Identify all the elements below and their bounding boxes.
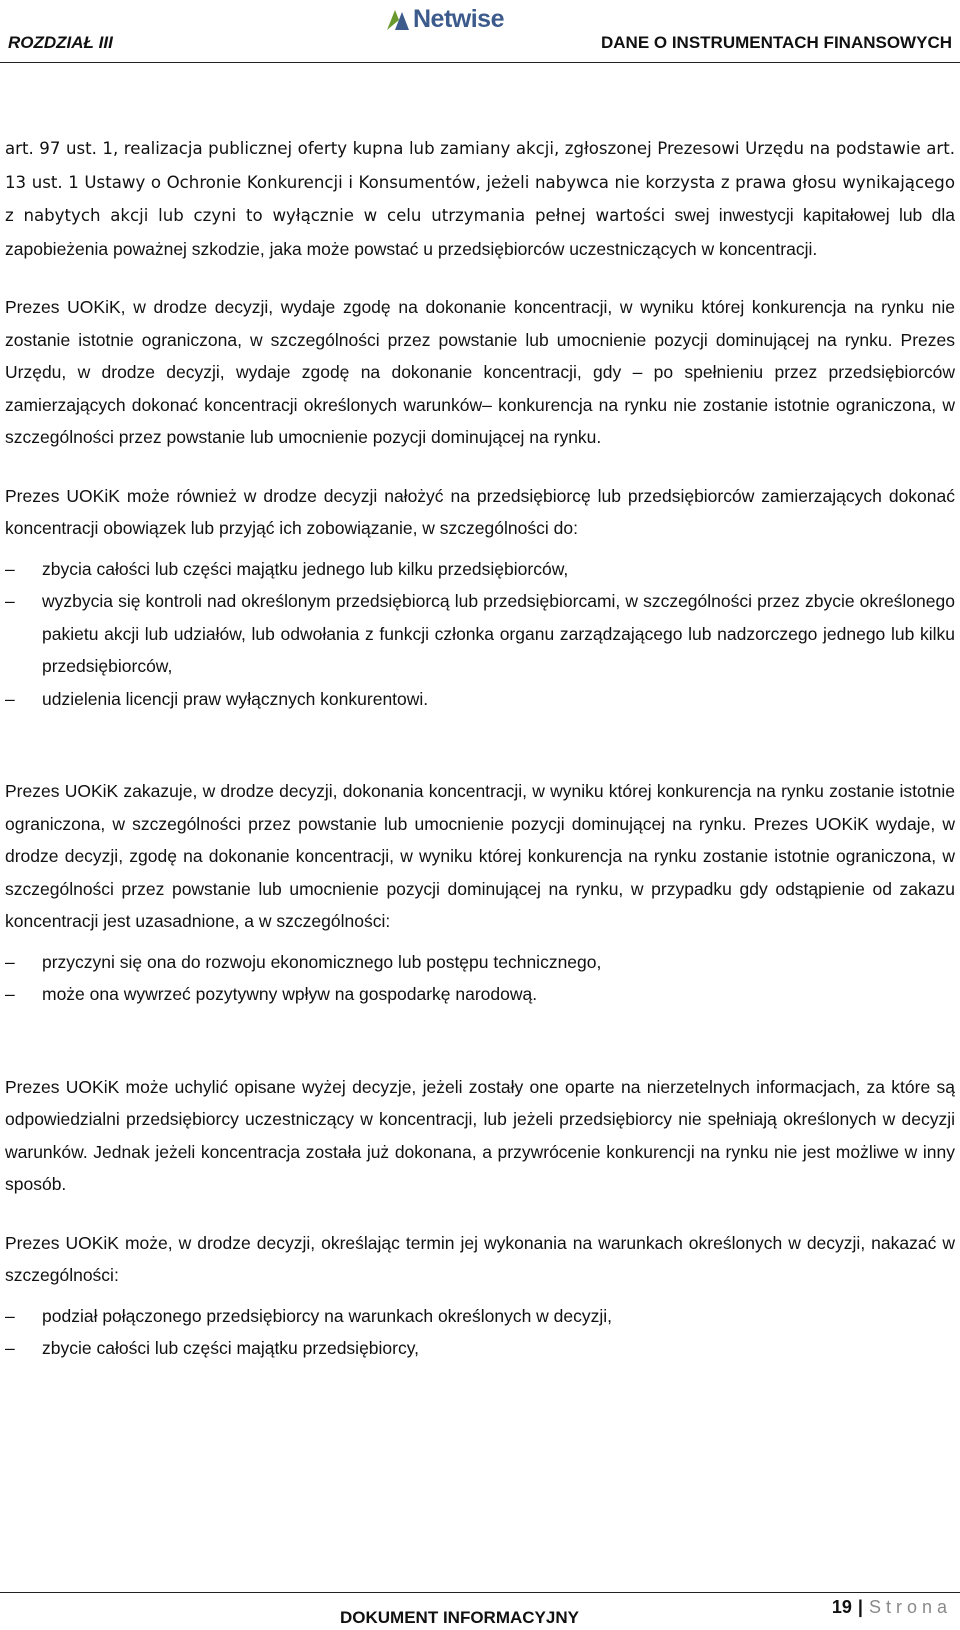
- paragraph-1: [5, 132, 955, 265]
- paragraph-1-part-2: swej inwestycji kapitałowej lub dla zapobieżenia poważnej szkodzie, jaka może powstać u przedsiębiorców uczestniczących w koncentracji.: [5, 205, 955, 259]
- page-number: [832, 1597, 952, 1618]
- dash-bullet: –: [5, 1305, 15, 1326]
- list-item-text: może ona wywrzeć pozytywny wpływ na gospodarkę narodową.: [42, 984, 538, 1004]
- paragraph-5: Prezes UOKiK może uchylić opisane wyżej decyzje, jeżeli zostały one oparte na nierzetelnych informacjach, za które są odpowiedzialni przedsiębiorcy uczestniczący w koncentracji, lub jeżeli przedsiębiorcy nie spełniają określonych w decyzji warunków. Jednak jeżeli koncentracja została już dokonana, a przywrócenie konkurencji na rynku nie jest możliwe w inny sposób.: [5, 1076, 955, 1194]
- list-item-text: zbycia całości lub części majątku jednego lub kilku przedsiębiorców,: [42, 558, 569, 579]
- paragraph-3: Prezes UOKiK może również w drodze decyzji nałożyć na przedsiębiorcę lub przedsiębiorców zamierzających dokonać koncentracji obowiązek lub przyjąć ich zobowiązanie, w szczególności do:: [5, 485, 955, 538]
- page-number-value: 19: [831, 1597, 852, 1617]
- chapter-label: ROZDZIAŁ III: [8, 33, 113, 52]
- document-title: DOKUMENT INFORMACYJNY: [340, 1608, 579, 1627]
- dash-bullet: –: [5, 984, 15, 1004]
- paragraph-4: Prezes UOKiK zakazuje, w drodze decyzji, dokonania koncentracji, w wyniku której konkurencja na rynku zostanie istotnie ograniczona, w szczególności przez powstanie lub umocnienie pozycji dominującej na rynku. Prezes UOKiK wydaje, w drodze decyzji, zgodę na dokonanie koncentracji, w wyniku której konkurencja na rynku zostanie istotnie ograniczona, w szczególności przez powstanie lub umocnienie pozycji dominującej na rynku, w przypadku gdy odstąpienie od zakazu koncentracji jest uzasadnione, a w szczególności:: [5, 781, 955, 931]
- list-item-text: zbycie całości lub części majątku przedsiębiorcy,: [42, 1338, 420, 1358]
- footer-divider: [0, 1592, 960, 1593]
- list-item-text: wyzbycia się kontroli nad określonym przedsiębiorcą lub przedsiębiorcami, w szczególności przez zbycie określonego pakietu akcji lub udziałów, lub odwołania z funkcji członka organu zarządzającego lub nadzorczego jednego lub kilku przedsiębiorców,: [42, 591, 955, 676]
- dash-bullet: –: [5, 951, 15, 972]
- page-label: Strona: [868, 1597, 952, 1617]
- list-item-text: podział połączonego przedsiębiorcy na warunkach określonych w decyzji,: [42, 1305, 613, 1326]
- paragraph-2: Prezes UOKiK, w drodze decyzji, wydaje zgodę na dokonanie koncentracji, w wyniku której konkurencja na rynku nie zostanie istotnie ograniczona, w szczególności przez powstanie lub umocnienie pozycji dominującej na rynku. Prezes Urzędu, w drodze decyzji, wydaje zgodę na dokonanie koncentracji, gdy – po spełnieniu przez przedsiębiorców zamierzających dokonać koncentracji określonych warunków– konkurencja na rynku nie zostanie istotnie ograniczona, w szczególności przez powstanie lub umocnienie pozycji dominującej na rynku.: [5, 297, 955, 447]
- list-item: [5, 1300, 955, 1333]
- paragraph-6: Prezes UOKiK może, w drodze decyzji, określając termin jej wykonania na warunkach określonych w decyzji, nakazać w szczególności:: [5, 1232, 955, 1285]
- page-header: [0, 0, 960, 62]
- header-divider: [0, 62, 960, 63]
- list-item: [5, 1332, 955, 1365]
- dash-bullet: –: [5, 591, 15, 611]
- list-item-text: przyczyni się ona do rozwoju ekonomicznego lub postępu technicznego,: [42, 951, 602, 972]
- netwise-logo: [385, 4, 504, 34]
- list-item-text: udzielenia licencji praw wyłącznych konkurentowi.: [42, 688, 429, 709]
- list-item: [5, 585, 955, 683]
- conditions-list: [5, 946, 955, 1011]
- obligations-list: [5, 553, 955, 716]
- list-item: [5, 683, 955, 716]
- orders-list: [5, 1300, 955, 1365]
- list-item: [5, 553, 955, 586]
- page-number-separator: |: [857, 1597, 863, 1617]
- netwise-logo-icon: [385, 6, 411, 32]
- document-body: [5, 132, 955, 1365]
- list-item: [5, 978, 955, 1011]
- dash-bullet: –: [5, 558, 15, 579]
- paragraph-1-part-1: art. 97 ust. 1, realizacja publicznej oferty kupna lub zamiany akcji, zgłoszonej Prezesowi Urzędu na podstawie art. 13 ust. 1 Ustawy o Ochronie Konkurencji i Konsumentów, jeżeli nabywca nie korzysta z prawa głosu wynikającego z nabytych akcji lub czyni to wyłącznie w celu utrzymania pełnej wartości: [5, 139, 955, 225]
- dash-bullet: –: [5, 688, 15, 709]
- logo-text: Netwise: [413, 4, 504, 33]
- dash-bullet: –: [5, 1338, 15, 1358]
- section-title: DANE O INSTRUMENTACH FINANSOWYCH: [600, 33, 952, 52]
- list-item: [5, 946, 955, 979]
